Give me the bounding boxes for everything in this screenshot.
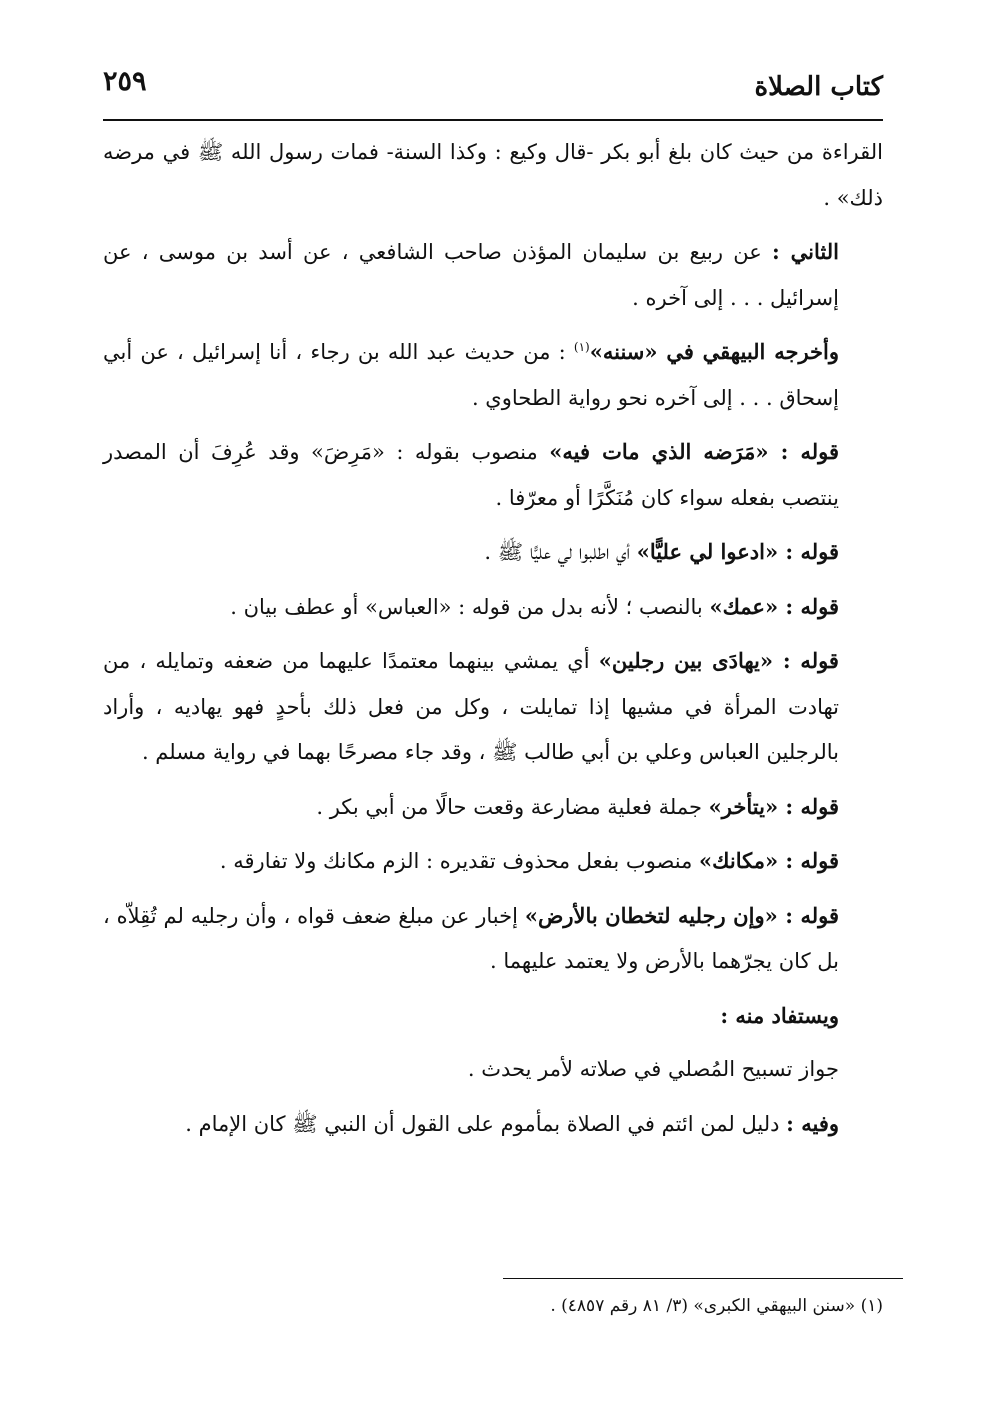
paragraph-label: وأخرجه البيهقي في «سننه» [589, 339, 839, 364]
paragraph-7 [103, 638, 883, 776]
page-header [103, 58, 883, 110]
paragraph-text: جملة فعلية مضارعة وقعت حالًا من أبي بكر . [316, 794, 709, 819]
paragraph-6 [103, 584, 883, 631]
paragraph-text: القراءة من حيث كان بلغ أبو بكر -قال وكيع : وكذا السنة- فمات رسول الله ﷺ في مرضه ذلك» . [103, 140, 883, 210]
footnote: (١) «سنن البيهقي الكبرى» (٣/ ٨١ رقم ٤٨٥٧) . [550, 1296, 883, 1316]
paragraph-10 [103, 893, 883, 985]
paragraph-text: أي يمشي بينهما معتمدًا عليهما من ضعفه وتمايله ، من تهادت المرأة في مشيها إذا تمايلت ، وكل من فعل ذلك بأحدٍ فهو يهاديه ، وأراد بالرجلين العباس وعلي بن أبي طالب ﷺ ، وقد جاء مصرحًا بهما في رواية مسلم . [103, 649, 839, 764]
paragraph-9 [103, 838, 883, 885]
chapter-title: كتاب الصلاة [754, 72, 883, 102]
paragraph-8 [103, 784, 883, 831]
paragraph-12 [103, 1047, 883, 1093]
paragraph-label: قوله : «مَرَضه الذي مات فيه» [549, 439, 839, 464]
paragraph-text: منصوب بقوله : «مَرِضَ» وقد عُرِفَ أن المصدر ينتصب بفعله سواء كان مُنَكَّرًا أو معرّفا . [103, 440, 839, 510]
paragraph-text: بالنصب ؛ لأنه بدل من قوله : «العباس» أو عطف بيان . [230, 594, 710, 619]
paragraph-text: عن ربيع بن سليمان المؤذن صاحب الشافعي ، عن أسد بن موسى ، عن إسرائيل . . . إلى آخره . [103, 240, 839, 310]
paragraph-3 [103, 329, 883, 421]
page [103, 58, 883, 110]
paragraph-text: دليل لمن ائتم في الصلاة بمأموم على القول أن النبي ﷺ كان الإمام . [185, 1111, 787, 1136]
paragraph-4 [103, 429, 883, 521]
paragraph-text: إخبار عن مبلغ ضعف قواه ، وأن رجليه لم تُقِلاّه ، بل كان يجرّهما بالأرض ولا يعتمد عليهما . [103, 903, 839, 973]
footnote-divider [503, 1278, 903, 1279]
main-text [103, 130, 883, 1155]
paragraph-label: قوله : «وإن رجليه لتخطان بالأرض» [524, 902, 839, 928]
paragraph-2 [103, 229, 883, 321]
paragraph-label: الثاني : [772, 239, 839, 264]
paragraph-label: قوله : «ادعوا لي عليًّا» [636, 539, 839, 564]
paragraph-label: قوله : «مكانك» [699, 848, 839, 873]
paragraph-label: قوله : «عمك» [709, 593, 839, 619]
paragraph-13 [103, 1101, 883, 1148]
footnote-reference: (١) [573, 340, 590, 354]
paragraph-text: جواز تسبيح المُصلي في صلاته لأمر يحدث . [467, 1057, 839, 1081]
paragraph-text: منصوب بفعل محذوف تقديره : الزم مكانك ولا تفارقه . [219, 849, 700, 873]
paragraph-11 [103, 993, 883, 1040]
paragraph-label: وفيه : [786, 1110, 839, 1136]
paragraph-label: قوله : «يهادَى بين رجلين» [598, 648, 839, 673]
paragraph-text: : من حديث عبد الله بن رجاء ، أنا إسرائيل ، عن أبي إسحاق . . . إلى آخره نحو رواية الطحاوي . [103, 340, 839, 410]
paragraph-label: قوله : «يتأخر» [708, 793, 839, 819]
paragraph-label: ويستفاد منه : [720, 1002, 839, 1028]
paragraph-1 [103, 130, 883, 221]
paragraph-5 [103, 529, 883, 576]
header-divider [103, 119, 883, 121]
page-number: ٢٥٩ [103, 66, 147, 97]
paragraph-text: أي اطلبوا لي عليًّا ﷺ . [484, 540, 637, 564]
